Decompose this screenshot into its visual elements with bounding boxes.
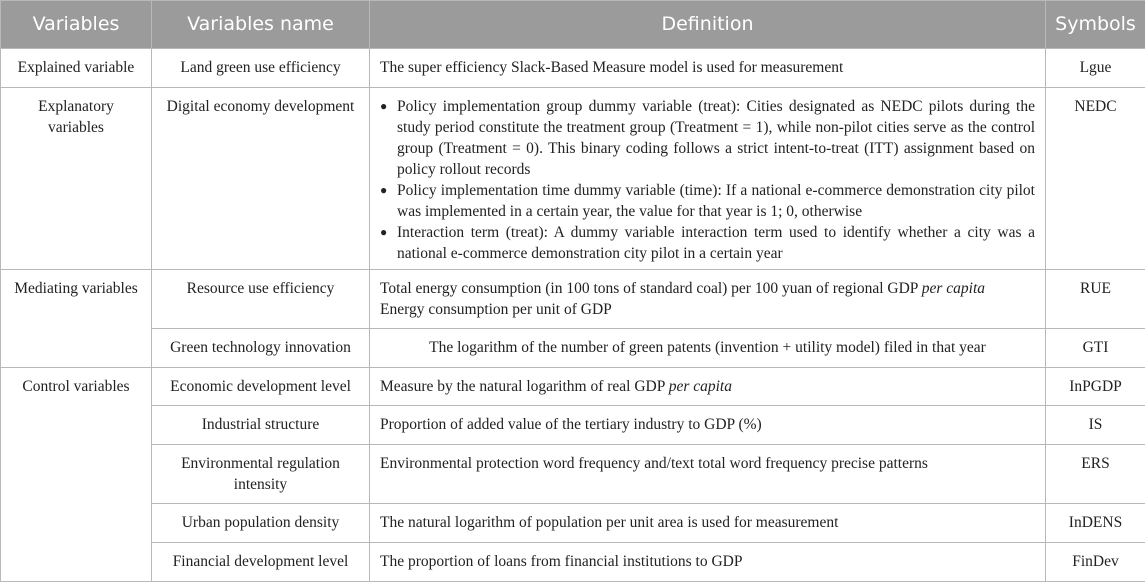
bullet-item: ● Interaction term (treat): A dummy variable interaction term used to identify whether a city was a national e-commerce demonstration city pilot in a certain year [380,222,1035,264]
name-cell: Urban population density [152,504,370,543]
name-cell: Resource use efficiency [152,270,370,329]
definition-cell: Environmental protection word frequency and/text total word frequency precise patterns [370,445,1046,504]
table-row [1,406,1145,445]
definition-cell: Total energy consumption (in 100 tons of standard coal) per 100 yuan of regional GDP per capita Energy consumption per unit of GDP [370,270,1046,329]
bullet-icon: ● [380,96,387,117]
group-cell: Explained variable [1,49,152,88]
definition-cell: The logarithm of the number of green patents (invention + utility model) filed in that year [370,329,1046,368]
header-variables: Variables [1,1,152,49]
symbol-cell: NEDC [1046,88,1145,270]
name-cell: Land green use efficiency [152,49,370,88]
symbol-cell: ERS [1046,445,1145,504]
name-cell: Financial development level [152,543,370,582]
symbol-cell: InPGDP [1046,368,1145,406]
bullet-icon: ● [380,180,387,201]
header-row [1,1,1145,49]
header-definition: Definition [370,1,1046,49]
symbol-cell: GTI [1046,329,1145,368]
definition-bullets [380,96,1035,264]
definition-cell: Proportion of added value of the tertiary industry to GDP (%) [370,406,1046,445]
symbol-cell: IS [1046,406,1145,445]
bullet-icon: ● [380,222,387,243]
definition-cell: Measure by the natural logarithm of real GDP per capita [370,368,1046,406]
table-row [1,504,1145,543]
definition-cell: The natural logarithm of population per unit area is used for measurement [370,504,1046,543]
symbol-cell: RUE [1046,270,1145,329]
definition-cell [370,88,1046,270]
group-cell: Control variables [1,368,152,582]
symbol-cell: Lgue [1046,49,1145,88]
name-cell: Green technology innovation [152,329,370,368]
header-symbols: Symbols [1046,1,1145,49]
group-cell: Explanatory variables [1,88,152,270]
name-cell: Industrial structure [152,406,370,445]
name-cell: Economic development level [152,368,370,406]
symbol-cell: InDENS [1046,504,1145,543]
bullet-item: ● Policy implementation time dummy variable (time): If a national e-commerce demonstration city pilot was implemented in a certain year, the value for that year is 1; 0, otherwise [380,180,1035,222]
table-row [1,88,1145,270]
symbol-cell: FinDev [1046,543,1145,582]
name-cell: Digital economy development [152,88,370,270]
table-row [1,49,1145,88]
table-row [1,329,1145,368]
group-cell: Mediating variables [1,270,152,368]
table-row [1,270,1145,329]
table-row [1,543,1145,582]
definition-cell: The super efficiency Slack-Based Measure model is used for measurement [370,49,1046,88]
definition-cell: The proportion of loans from financial institutions to GDP [370,543,1046,582]
bullet-item: ● Policy implementation group dummy variable (treat): Cities designated as NEDC pilots during the study period constitute the treatment group (Treatment = 1), while non-pilot cities serve as the control group (Treatment = 0). This binary coding follows a strict intent-to-treat (ITT) assignment based on policy rollout records [380,96,1035,180]
table-row [1,368,1145,406]
name-cell: Environmental regulation intensity [152,445,370,504]
table-row [1,445,1145,504]
header-variables-name: Variables name [152,1,370,49]
